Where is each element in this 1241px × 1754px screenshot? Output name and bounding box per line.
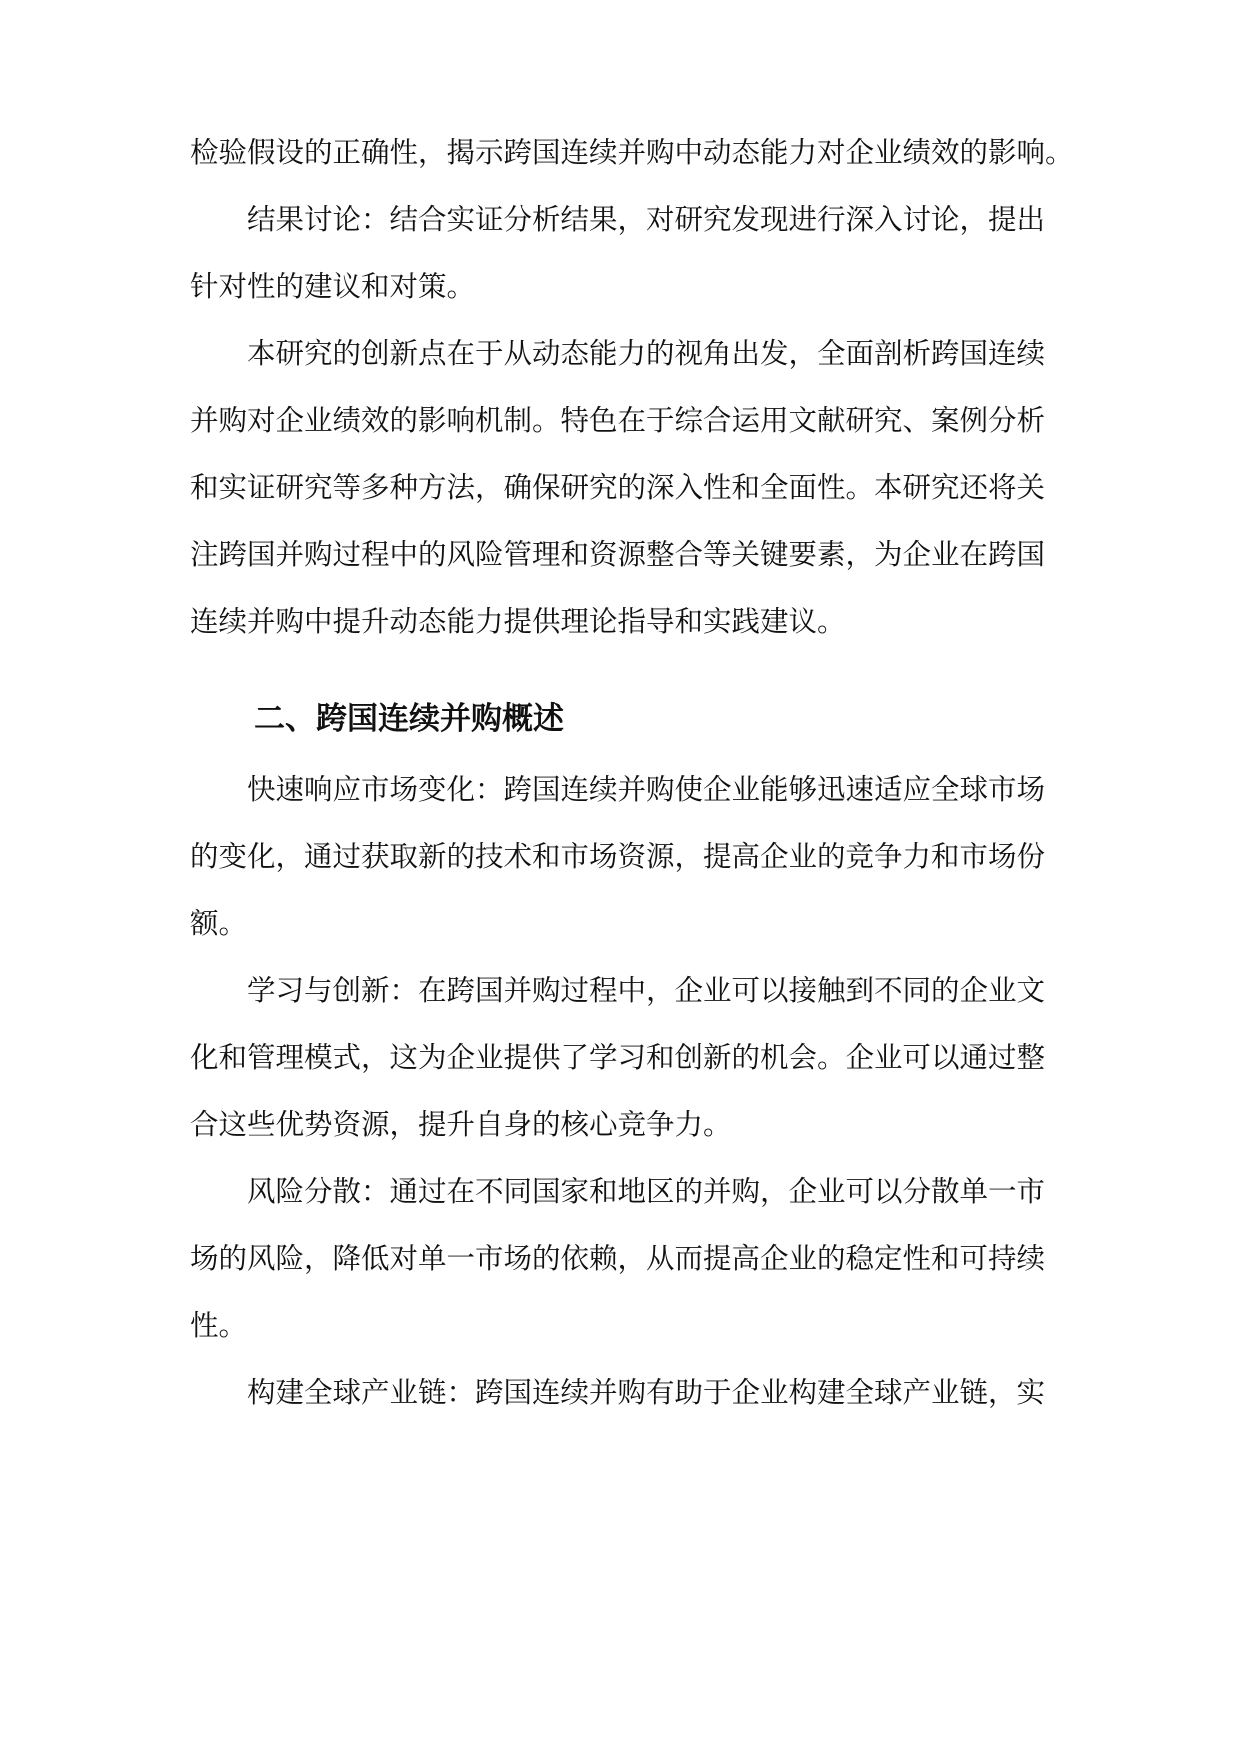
text-line: 构建全球产业链：跨国连续并购有助于企业构建全球产业链，实	[247, 1376, 1046, 1409]
text-line: 注跨国并购过程中的风险管理和资源整合等关键要素，为企业在跨国	[190, 538, 1046, 571]
text-line: 本研究的创新点在于从动态能力的视角出发，全面剖析跨国连续	[247, 337, 1046, 370]
text-line: 和实证研究等多种方法，确保研究的深入性和全面性。本研究还将关	[190, 471, 1046, 504]
text-line: 学习与创新：在跨国并购过程中，企业可以接触到不同的企业文	[247, 974, 1046, 1007]
text-line: 针对性的建议和对策。	[190, 270, 476, 303]
section-heading: 二、跨国连续并购概述	[254, 701, 564, 737]
text-line: 风险分散：通过在不同国家和地区的并购，企业可以分散单一市	[247, 1175, 1046, 1208]
text-line: 检验假设的正确性，揭示跨国连续并购中动态能力对企业绩效的影响。	[190, 136, 1074, 169]
text-line: 连续并购中提升动态能力提供理论指导和实践建议。	[190, 605, 846, 638]
text-line: 场的风险，降低对单一市场的依赖，从而提高企业的稳定性和可持续	[190, 1242, 1046, 1275]
text-line: 额。	[190, 907, 248, 940]
text-line: 快速响应市场变化：跨国连续并购使企业能够迅速适应全球市场	[247, 773, 1046, 806]
text-line: 并购对企业绩效的影响机制。特色在于综合运用文献研究、案例分析	[190, 404, 1046, 437]
text-line: 化和管理模式，这为企业提供了学习和创新的机会。企业可以通过整	[190, 1041, 1046, 1074]
text-line: 合这些优势资源，提升自身的核心竞争力。	[190, 1108, 732, 1141]
text-line: 性。	[190, 1309, 248, 1342]
text-line: 的变化，通过获取新的技术和市场资源，提高企业的竞争力和市场份	[190, 840, 1046, 873]
text-line: 结果讨论：结合实证分析结果，对研究发现进行深入讨论，提出	[247, 203, 1046, 236]
